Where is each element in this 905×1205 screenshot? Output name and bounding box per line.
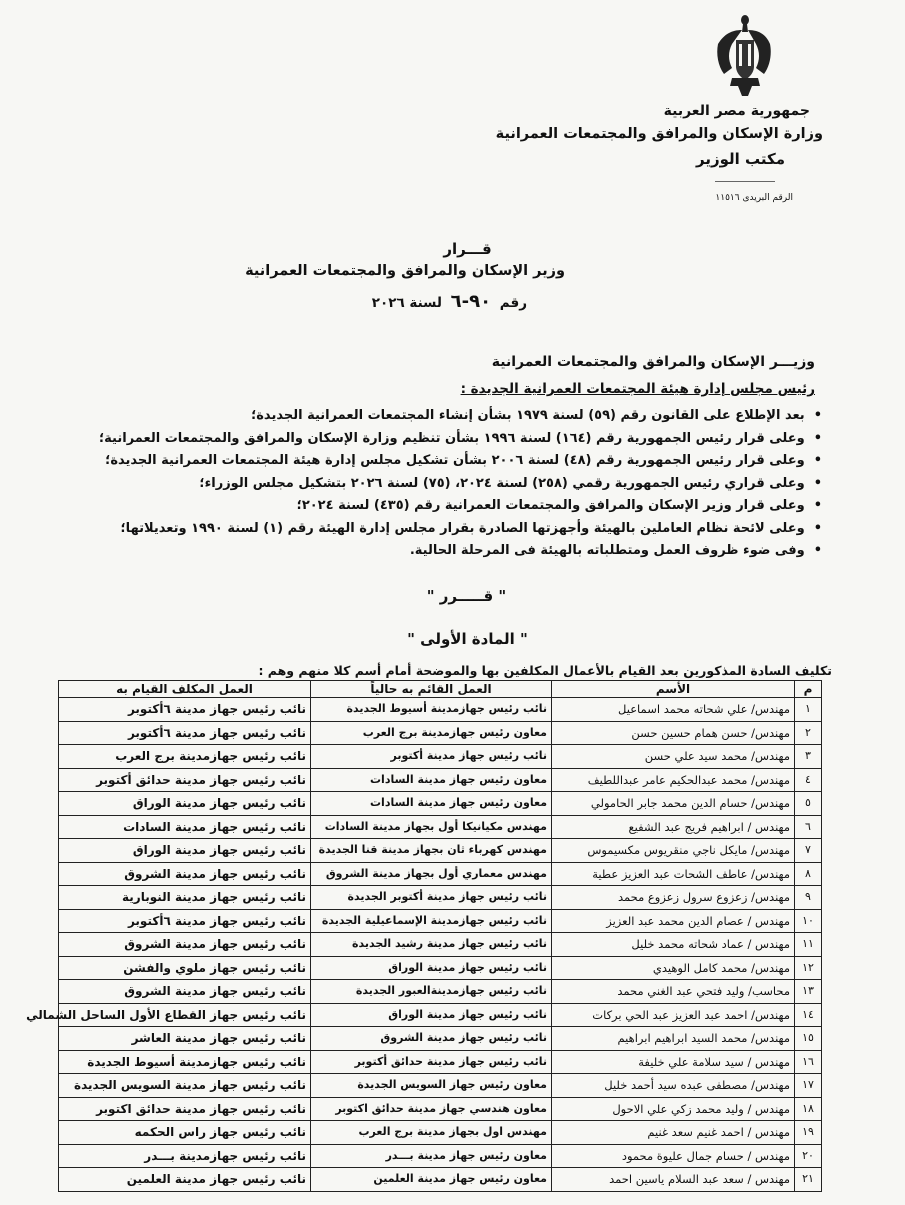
current-job: مهندس مكيانيكا أول بجهاز مدينة السادات: [311, 815, 552, 839]
decision-number-value: ٩٠-٦: [450, 291, 492, 312]
row-number: ١١: [795, 933, 822, 957]
assigned-job: نائب رئيس جهازمدينة برج العرب: [59, 745, 311, 769]
assigned-job: نائب رئيس جهاز مدينة الشروق: [59, 933, 311, 957]
table-row: [59, 1074, 822, 1098]
assigned-job: نائب رئيس جهاز مدينة الوراق: [59, 792, 311, 816]
table-row: [59, 1027, 822, 1051]
employee-name: مهندس/ زعزوع سرول زعزوع محمد: [552, 886, 795, 910]
current-job: مهندس اول بجهاز مدينة برج العرب: [311, 1121, 552, 1145]
preamble-item: • وعلى قراري رئيس الجمهورية رقمي (٢٥٨) لسنة ٢٠٢٤، (٧٥) لسنة ٢٠٢٦ بتشكيل مجلس الوزراء؛: [42, 473, 822, 496]
employee-name: مهندس / سعد عبد السلام ياسين احمد: [552, 1168, 795, 1192]
table-row: [59, 745, 822, 769]
assignment-intro: تكليف السادة المذكورين بعد القيام بالأعمال المكلفين بها والموضحة أمام أسم كلا منهم وهم :: [258, 663, 832, 678]
table-row: [59, 933, 822, 957]
row-number: ١٢: [795, 956, 822, 980]
row-number: ٤: [795, 768, 822, 792]
employee-name: مهندس/ عاطف الشحات عبد العزيز عطية: [552, 862, 795, 886]
preamble-item: • وعلى قرار رئيس الجمهورية رقم (٤٨) لسنة ٢٠٠٦ بشأن تشكيل مجلس إدارة هيئة المجتمعات العمرانية الجديدة؛: [42, 450, 822, 473]
row-number: ١٥: [795, 1027, 822, 1051]
assigned-job: نائب رئيس جهاز مدينة ٦أكتوبر: [59, 698, 311, 722]
assigned-job: نائب رئيس جهاز مدينة الشروق: [59, 980, 311, 1004]
issuer-line-1: وزيـــر الإسكان والمرافق والمجتمعات العمرانية: [491, 354, 815, 370]
current-job: معاون رئيس جهاز مدينة العلمين: [311, 1168, 552, 1192]
row-number: ٥: [795, 792, 822, 816]
employee-name: مهندس / وليد محمد زكي علي الاحول: [552, 1097, 795, 1121]
decides-heading: " قـــــرر ": [426, 587, 507, 605]
table-row: [59, 1003, 822, 1027]
employee-name: مهندس/ محمد السيد ابراهيم ابراهيم: [552, 1027, 795, 1051]
table-row: [59, 768, 822, 792]
current-job: معاون هندسي جهاز مدينة حدائق اكتوبر: [311, 1097, 552, 1121]
employee-name: مهندس/ محمد كامل الوهيدي: [552, 956, 795, 980]
current-job: نائب رئيس جهاز مدينة أكتوبر الجديدة: [311, 886, 552, 910]
assigned-job: نائب رئيس جهاز مدينة الشروق: [59, 862, 311, 886]
preamble-item: • وعلى قرار رئيس الجمهورية رقم (١٦٤) لسنة ١٩٩٦ بشأن تنظيم وزارة الإسكان والمرافق والمجتمعات العمرانية؛: [42, 428, 822, 451]
row-number: ٩: [795, 886, 822, 910]
table-row: [59, 721, 822, 745]
current-job: نائب رئيس جهاز مدينة الوراق: [311, 956, 552, 980]
table-row: [59, 980, 822, 1004]
office-name: مكتب الوزير: [695, 150, 785, 168]
row-number: ١٨: [795, 1097, 822, 1121]
employee-name: مهندس/ علي شحاته محمد اسماعيل: [552, 698, 795, 722]
table-row: [59, 1097, 822, 1121]
header-assigned-job: العمل المكلف القيام به: [59, 681, 311, 698]
row-number: ١٣: [795, 980, 822, 1004]
current-job: مهندس معماري أول بجهاز مدينة الشروق: [311, 862, 552, 886]
row-number: ١٦: [795, 1050, 822, 1074]
employee-name: مهندس/ مصطفى عبده سيد أحمد خليل: [552, 1074, 795, 1098]
employee-name: مهندس/ مايكل ناجي منقريوس مكسيموس: [552, 839, 795, 863]
decision-title: قـــرار: [443, 240, 492, 258]
row-number: ٣: [795, 745, 822, 769]
employee-name: مهندس / احمد غنيم سعد غنيم: [552, 1121, 795, 1145]
table-row: [59, 839, 822, 863]
current-job: مهندس كهرباء ثان بجهاز مدينة قنا الجديدة: [311, 839, 552, 863]
table-row: [59, 1144, 822, 1168]
row-number: ١٧: [795, 1074, 822, 1098]
employee-name: مهندس/ محمد عبدالحكيم عامر عبداللطيف: [552, 768, 795, 792]
table-body: [26, 698, 822, 1192]
employee-name: مهندس / حسام جمال عليوة محمود: [552, 1144, 795, 1168]
eagle-emblem-icon: [714, 12, 774, 96]
assigned-job: نائب رئيس جهازمدينة أسيوط الجديدة: [59, 1050, 311, 1074]
table-row: [59, 862, 822, 886]
current-job: نائب رئيس جهازمدينةالعبور الجديدة: [311, 980, 552, 1004]
assigned-job: نائب رئيس جهاز مدينة ٦أكتوبر: [59, 909, 311, 933]
employee-name: مهندس/ احمد عبد العزيز عبد الحي بركات: [552, 1003, 795, 1027]
assigned-job: نائب رئيس جهاز مدينة السويس الجديدة: [59, 1074, 311, 1098]
assigned-job: نائب رئيس جهازمدينة بـــدر: [59, 1144, 311, 1168]
country-name: جمهورية مصر العربية: [663, 103, 810, 119]
issuer-line-2: رئيس مجلس إدارة هيئة المجتمعات العمرانية الجديدة :: [460, 381, 815, 397]
employee-name: محاسب/ وليد فتحي عبد الغني محمد: [552, 980, 795, 1004]
assigned-job: نائب رئيس جهاز مدينة السادات: [59, 815, 311, 839]
current-job: نائب رئيس جهاز مدينة حدائق أكتوبر: [311, 1050, 552, 1074]
preamble-list: [42, 405, 822, 563]
table-row: [59, 792, 822, 816]
assignments-table: [26, 680, 822, 1192]
employee-name: مهندس/ حسام الدين محمد جابر الحامولي: [552, 792, 795, 816]
row-number: ٦: [795, 815, 822, 839]
assigned-job: نائب رئيس جهاز مدينة النوبارية: [59, 886, 311, 910]
header-divider: [715, 181, 775, 182]
row-number: ٢: [795, 721, 822, 745]
table-row: [59, 815, 822, 839]
row-number: ١٠: [795, 909, 822, 933]
assigned-job: نائب رئيس جهاز مدينة العلمين: [59, 1168, 311, 1192]
assigned-job: نائب رئيس جهاز القطاع الأول الساحل الشمالي: [59, 1003, 311, 1027]
row-number: ١: [795, 698, 822, 722]
decision-number-prefix: رقم: [499, 295, 527, 311]
assigned-job: نائب رئيس جهاز ملوي والفشن: [59, 956, 311, 980]
table-row: [59, 956, 822, 980]
decision-issuer: وزير الإسكان والمرافق والمجتمعات العمرانية: [245, 263, 565, 279]
employee-name: مهندس/ محمد سيد علي حسن: [552, 745, 795, 769]
decision-year: لسنة ٢٠٢٦: [371, 295, 442, 311]
preamble-item: • وعلى قرار وزير الإسكان والمرافق والمجتمعات العمرانية رقم (٤٣٥) لسنة ٢٠٢٤؛: [42, 495, 822, 518]
table-row: [59, 886, 822, 910]
assigned-job: نائب رئيس جهاز مدينة حدائق اكتوبر: [59, 1097, 311, 1121]
current-job: نائب رئيس جهازمدينة أسيوط الجديدة: [311, 698, 552, 722]
employee-name: مهندس / ابراهيم فريج عبد الشفيع: [552, 815, 795, 839]
current-job: معاون رئيس جهازمدينة برج العرب: [311, 721, 552, 745]
postal-code: الرقم البريدى ١١٥١٦: [715, 193, 793, 203]
table-row: [59, 909, 822, 933]
employee-name: مهندس / عماد شحاته محمد خليل: [552, 933, 795, 957]
decision-number: [372, 291, 527, 312]
employee-name: مهندس / سيد سلامة علي خليفة: [552, 1050, 795, 1074]
row-number: ٨: [795, 862, 822, 886]
assigned-job: نائب رئيس جهاز مدينة الوراق: [59, 839, 311, 863]
current-job: نائب رئيس جهاز مدينة رشيد الجديدة: [311, 933, 552, 957]
row-number: ١٩: [795, 1121, 822, 1145]
header-num: م: [795, 681, 822, 698]
assigned-job: نائب رئيس جهاز مدينة العاشر: [59, 1027, 311, 1051]
assigned-job: نائب رئيس جهاز راس الحكمه: [59, 1121, 311, 1145]
header-current-job: العمل القائم به حالياً: [311, 681, 552, 698]
current-job: معاون رئيس جهاز السويس الجديدة: [311, 1074, 552, 1098]
ministry-name: وزارة الإسكان والمرافق والمجتمعات العمرانية: [495, 126, 823, 142]
row-number: ٢٠: [795, 1144, 822, 1168]
current-job: نائب رئيس جهازمدينة الإسماعيلية الجديدة: [311, 909, 552, 933]
assigned-job: نائب رئيس جهاز مدينة ٦أكتوبر: [59, 721, 311, 745]
header-name: الأسم: [552, 681, 795, 698]
current-job: معاون رئيس جهاز مدينة السادات: [311, 792, 552, 816]
preamble-item: • وفى ضوء ظروف العمل ومتطلباته بالهيئة فى المرحلة الحالية.: [42, 540, 822, 563]
preamble-item: • وعلى لائحة نظام العاملين بالهيئة وأجهزتها الصادرة بقرار مجلس إدارة الهيئة رقم (١) لسنة ١٩٩٠ وتعديلاتها؛: [42, 518, 822, 541]
table-row: [59, 1168, 822, 1192]
employee-name: مهندس/ حسن همام حسين حسن: [552, 721, 795, 745]
employee-name: مهندس / عصام الدين محمد عبد العزيز: [552, 909, 795, 933]
row-number: ١٤: [795, 1003, 822, 1027]
assigned-job: نائب رئيس جهاز مدينة حدائق أكتوبر: [59, 768, 311, 792]
row-number: ٢١: [795, 1168, 822, 1192]
article-one-heading: " المادة الأولى ": [407, 630, 528, 648]
current-job: معاون رئيس جهاز مدينة السادات: [311, 768, 552, 792]
table-row: [59, 698, 822, 722]
row-number: ٧: [795, 839, 822, 863]
current-job: معاون رئيس جهاز مدينة بـــدر: [311, 1144, 552, 1168]
table-row: [59, 1050, 822, 1074]
preamble-item: • بعد الإطلاع على القانون رقم (٥٩) لسنة ١٩٧٩ بشأن إنشاء المجتمعات العمرانية الجديدة؛: [42, 405, 822, 428]
table-row: [59, 1121, 822, 1145]
table-header-row: [59, 681, 822, 698]
current-job: نائب رئيس جهاز مدينة الشروق: [311, 1027, 552, 1051]
current-job: نائب رئيس جهاز مدينة الوراق: [311, 1003, 552, 1027]
current-job: نائب رئيس جهاز مدينة أكتوبر: [311, 745, 552, 769]
